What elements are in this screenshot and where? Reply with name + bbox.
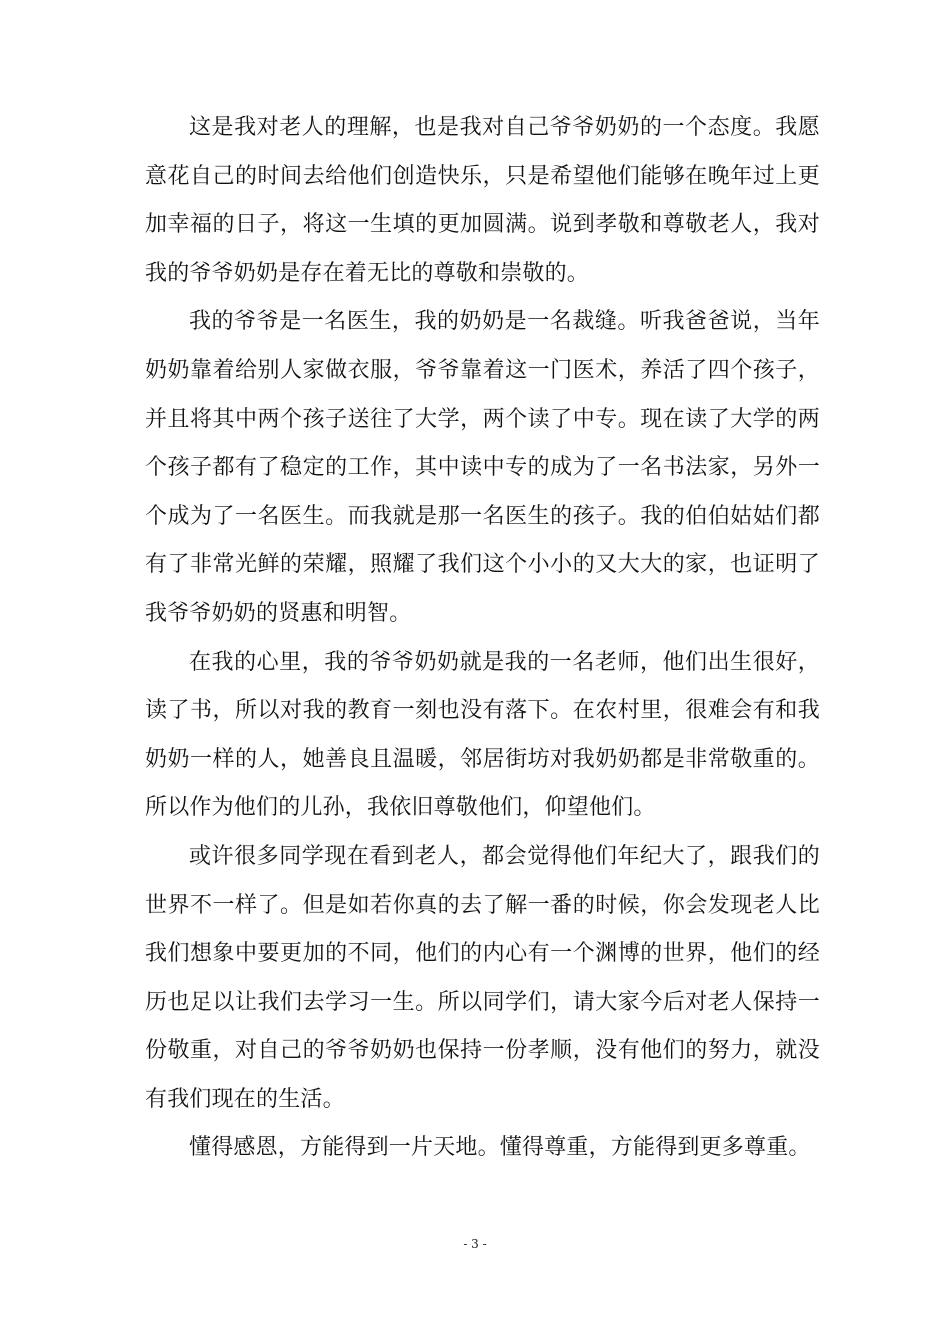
paragraph-2: 我的爷爷是一名医生，我的奶奶是一名裁缝。听我爸爸说，当年奶奶靠着给别人家做衣服，爷爷靠着这一门医术，养活了四个孩子，并且将其中两个孩子送往了大学，两个读了中专。现在读了大学的两个孩子都有了稳定的工作，其中读中专的成为了一名书法家，另外一个成为了一名医生。而我就是那一名医生的孩子。我的伯伯姑姑们都有了非常光鲜的荣耀，照耀了我们这个小小的又大大的家，也证明了我爷爷奶奶的贤惠和明智。 — [145, 309, 820, 626]
page-number: - 3 - — [463, 1237, 487, 1251]
paragraph-4: 或许很多同学现在看到老人，都会觉得他们年纪大了，跟我们的世界不一样了。但是如若你真的去了解一番的时候，你会发现老人比我们想象中要更加的不同，他们的内心有一个渊博的世界，他们的经历也足以让我们去学习一生。所以同学们，请大家今后对老人保持一份敬重，对自己的爷爷奶奶也保持一份孝顺，没有他们的努力，就没有我们现在的生活。 — [145, 843, 820, 1112]
document-body — [145, 104, 820, 1173]
paragraph-1: 这是我对老人的理解，也是我对自己爷爷奶奶的一个态度。我愿意花自己的时间去给他们创造快乐，只是希望他们能够在晚年过上更加幸福的日子，将这一生填的更加圆满。说到孝敬和尊敬老人，我对我的爷爷奶奶是存在着无比的尊敬和崇敬的。 — [145, 115, 820, 286]
paragraph-3: 在我的心里，我的爷爷奶奶就是我的一名老师，他们出生很好，读了书，所以对我的教育一刻也没有落下。在农村里，很难会有和我奶奶一样的人，她善良且温暖，邻居街坊对我奶奶都是非常敬重的。所以作为他们的儿孙，我依旧尊敬他们，仰望他们。 — [145, 649, 820, 821]
paragraph-5: 懂得感恩，方能得到一片天地。懂得尊重，方能得到更多尊重。 — [189, 1135, 811, 1161]
